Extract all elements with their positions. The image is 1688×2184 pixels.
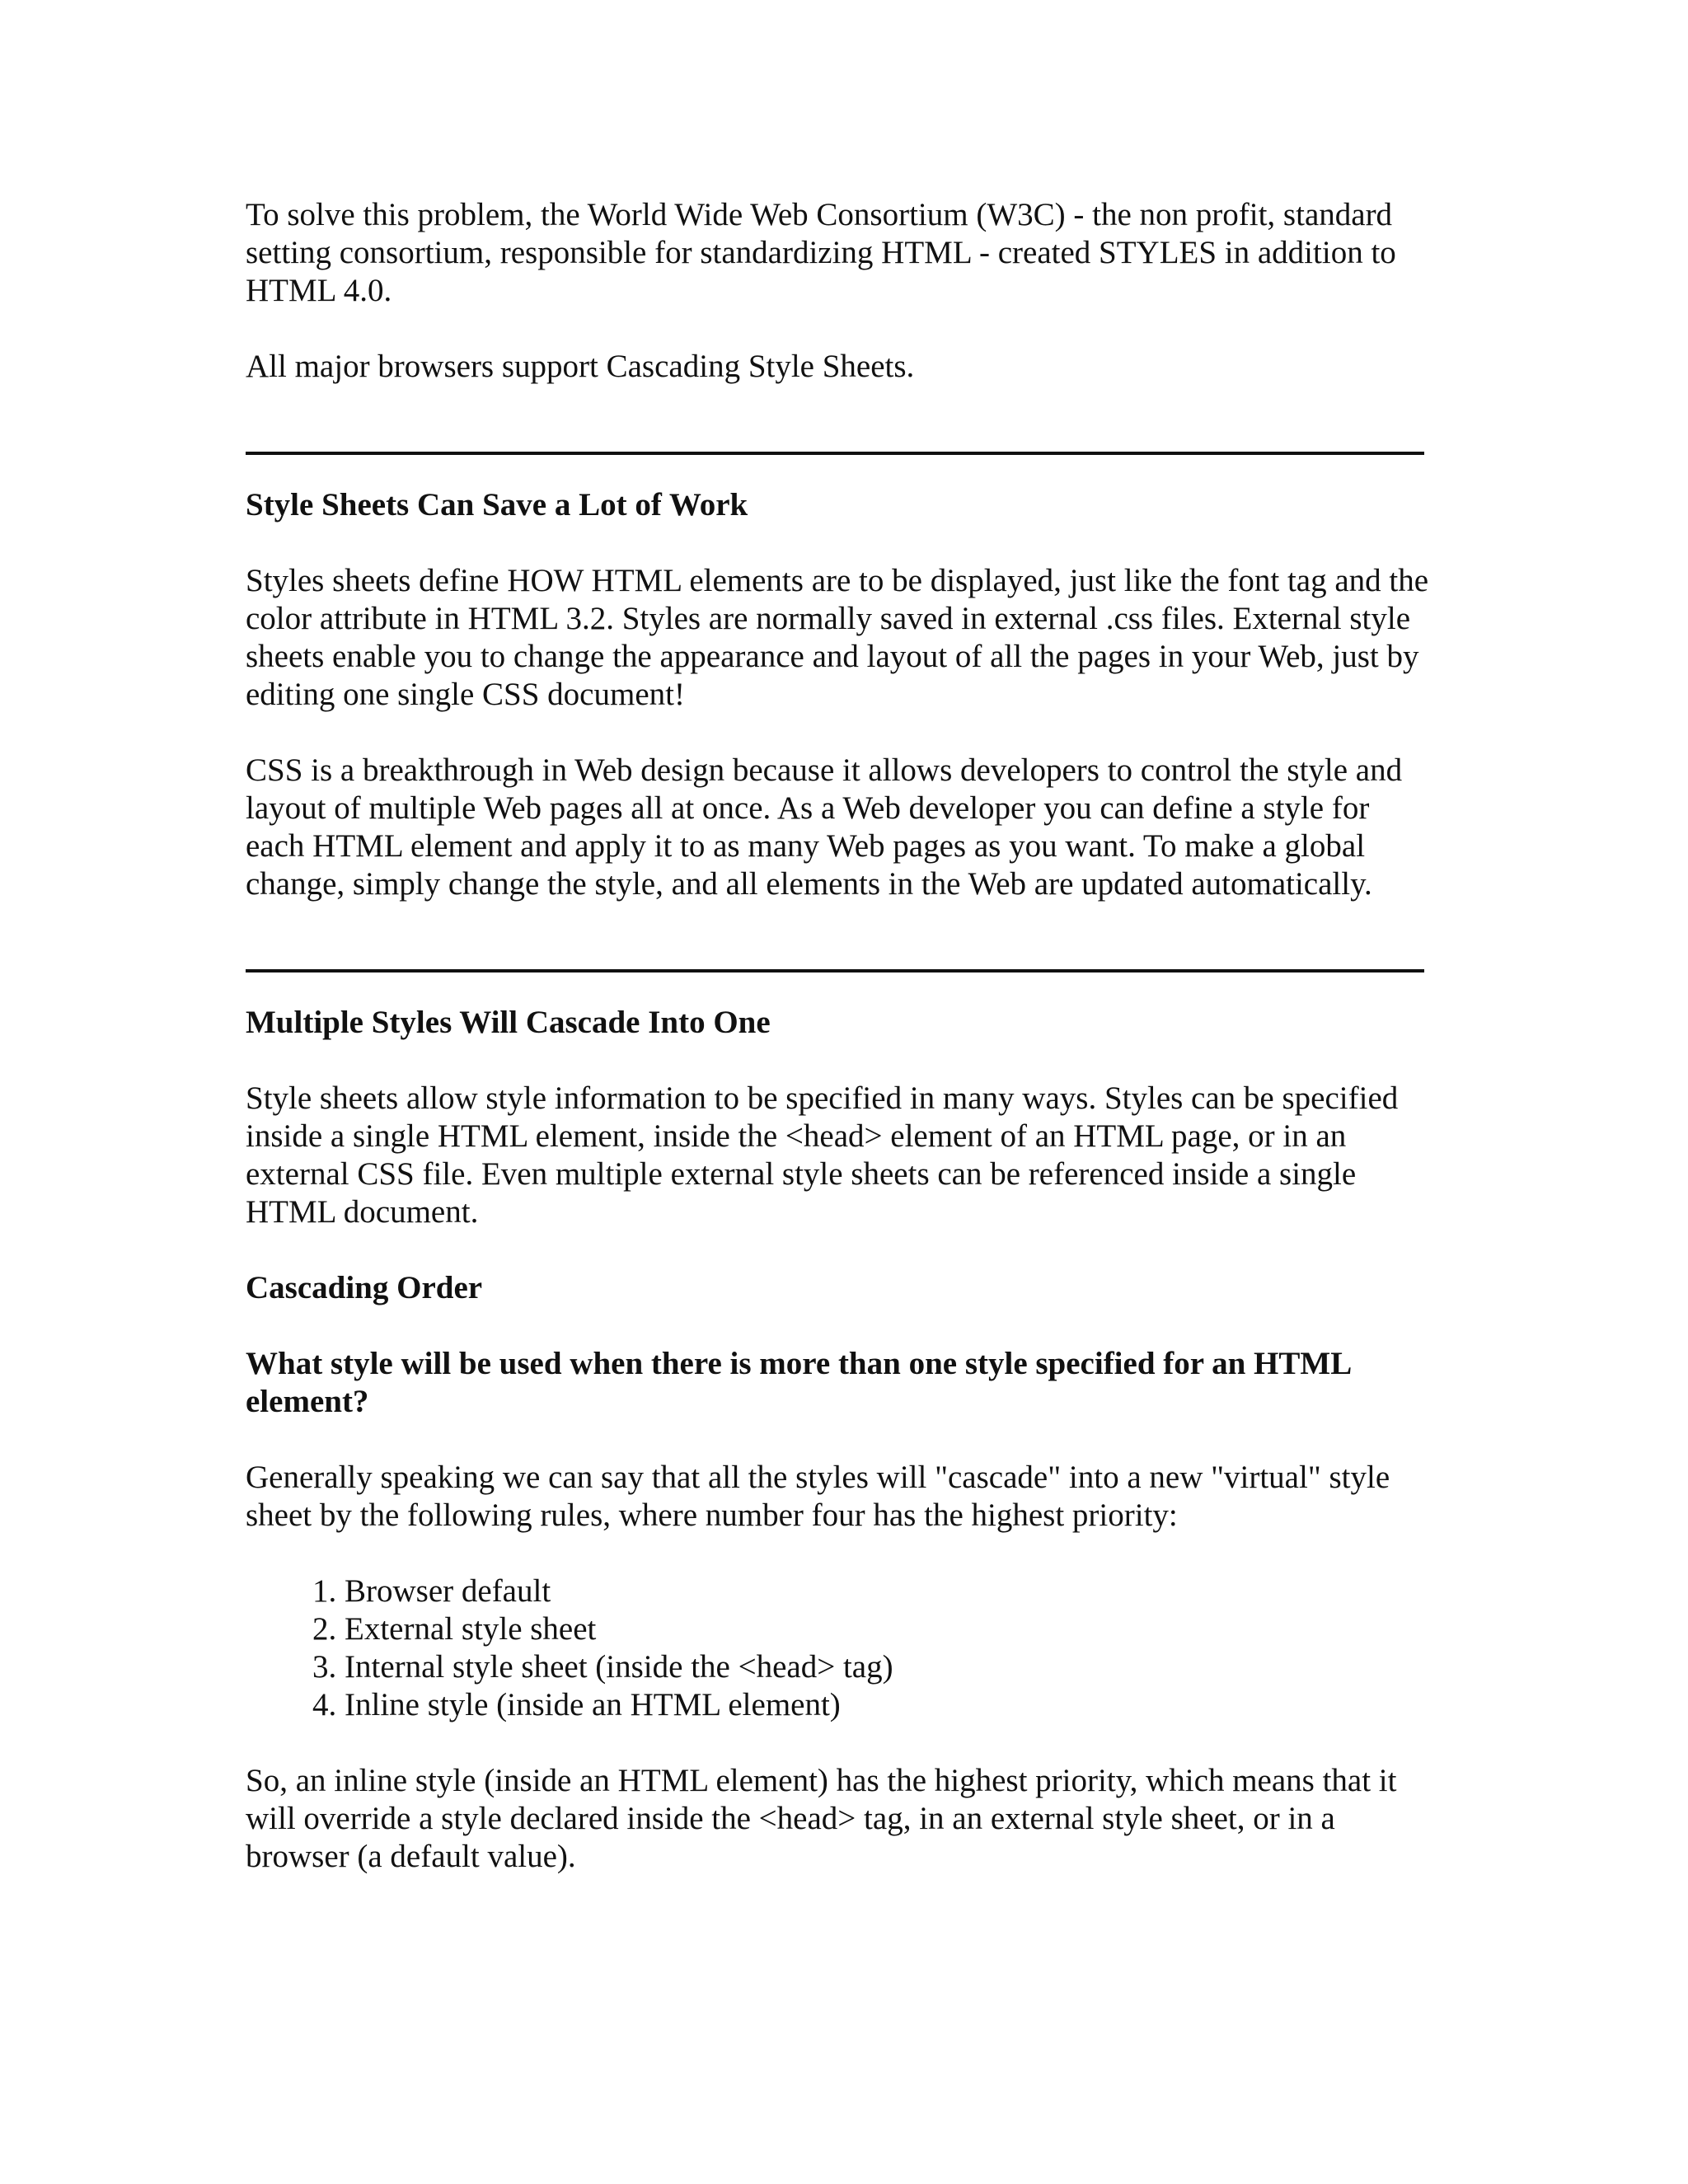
section-heading-cascade: Multiple Styles Will Cascade Into One xyxy=(246,1005,771,1040)
question-which-style: What style will be used when there is more than one style specified for an HTML element? xyxy=(246,1346,1351,1419)
section-heading-save-work: Style Sheets Can Save a Lot of Work xyxy=(246,487,748,523)
horizontal-rule xyxy=(246,452,1424,455)
priority-list xyxy=(246,1572,1432,1724)
list-item: 2. External style sheet xyxy=(345,1610,1432,1648)
paragraph-style-info: Style sheets allow style information to be specified in many ways. Styles can be specified inside a single HTML element, inside the <head> element of an HTML page, or in an external CSS file. Even multiple external style sheets can be referenced inside a single HTML document. xyxy=(246,1080,1399,1230)
document-page xyxy=(246,196,1432,1876)
paragraph-cascade-rules: Generally speaking we can say that all the styles will "cascade" into a new "virtual" style sheet by the following rules, where number four has the highest priority: xyxy=(246,1460,1390,1533)
list-item: 4. Inline style (inside an HTML element) xyxy=(345,1686,1432,1724)
paragraph-inline-priority: So, an inline style (inside an HTML element) has the highest priority, which means that it will override a style declared inside the <head> tag, in an external style sheet, or in a browser (a default value). xyxy=(246,1763,1397,1874)
subheading-cascading-order: Cascading Order xyxy=(246,1270,483,1305)
list-item: 1. Browser default xyxy=(345,1572,1432,1610)
list-item: 3. Internal style sheet (inside the <head> tag) xyxy=(345,1648,1432,1686)
paragraph-styles-define: Styles sheets define HOW HTML elements are to be displayed, just like the font tag and the color attribute in HTML 3.2. Styles are normally saved in external .css files. External style sheets enable you to change the appearance and layout of all the pages in your Web, just by editing one single CSS document! xyxy=(246,563,1429,712)
intro-paragraph-browsers: All major browsers support Cascading Style Sheets. xyxy=(246,349,915,384)
intro-paragraph-w3c: To solve this problem, the World Wide Web Consortium (W3C) - the non profit, standard setting consortium, responsible for standardizing HTML - created STYLES in addition to HTML 4.0. xyxy=(246,197,1396,308)
paragraph-css-breakthrough: CSS is a breakthrough in Web design because it allows developers to control the style and layout of multiple Web pages all at once. As a Web developer you can define a style for each HTML element and apply it to as many Web pages as you want. To make a global change, simply change the style, and all elements in the Web are updated automatically. xyxy=(246,752,1403,902)
horizontal-rule xyxy=(246,969,1424,972)
